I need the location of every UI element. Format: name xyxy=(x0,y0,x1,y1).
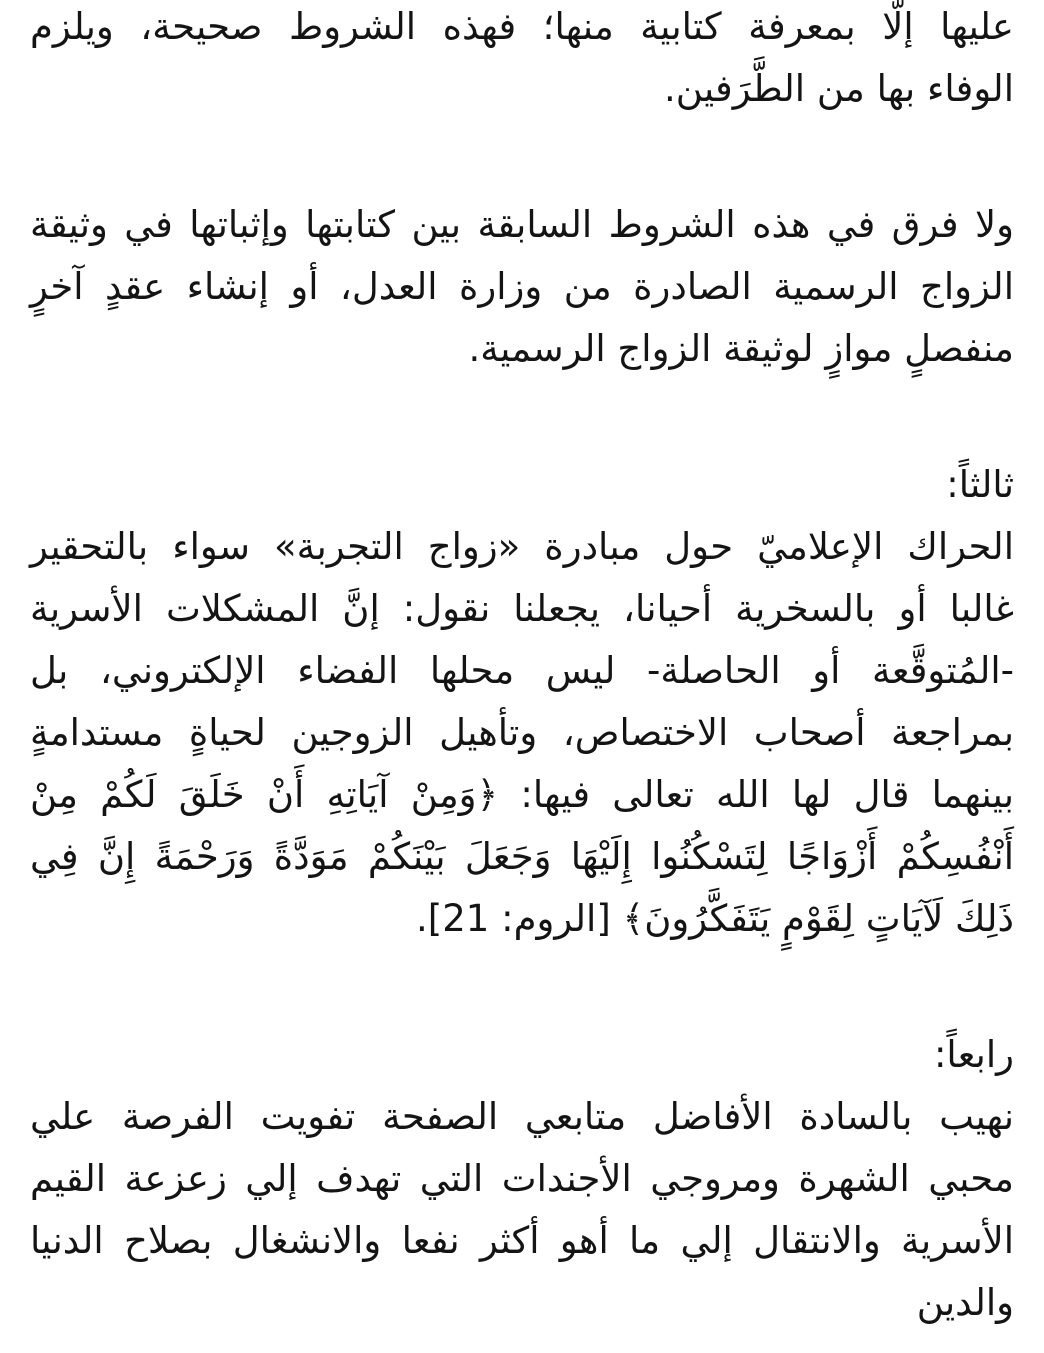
text-line: -المُتوقَّعة أو الحاصلة- ليس محلها الفضاء الإلكتروني، بل xyxy=(30,649,1014,692)
document-body xyxy=(30,0,1014,1334)
text-line: الحراك الإعلاميّ حول مبادرة «زواج التجربة» سواء بالتحقير xyxy=(30,525,1014,568)
text-line: نهيب بالسادة الأفاضل متابعي الصفحة تفويت الفرصة علي xyxy=(30,1095,1014,1138)
section-third xyxy=(30,454,1014,950)
paragraph-gap xyxy=(30,120,1014,182)
text-line: ولا فرق في هذه الشروط السابقة بين كتابتها وإثباتها في وثيقة xyxy=(30,203,1014,246)
paragraph-gap xyxy=(30,950,1014,1012)
text-line: محبي الشهرة ومروجي الأجندات التي تهدف إلي زعزعة القيم xyxy=(30,1157,1014,1200)
text-line: عليها إلّا بمعرفة كتابية منها؛ فهذه الشروط صحيحة، ويلزم xyxy=(30,5,1014,48)
section-heading: رابعاً: xyxy=(933,1033,1014,1076)
section-fourth xyxy=(30,1024,1014,1334)
quran-verse-line: أَنْفُسِكُمْ أَزْوَاجًا لِتَسْكُنُوا إِلَيْهَا وَجَعَلَ بَيْنَكُمْ مَوَدَّةً وَرَحْمَةً إِنَّ فِي xyxy=(30,835,1014,878)
text-line: الزواج الرسمية الصادرة من وزارة العدل، أو إنشاء عقدٍ آخرٍ xyxy=(30,265,1014,308)
paragraph-marriage-document xyxy=(30,194,1014,380)
quran-verse-line: بينهما قال لها الله تعالى فيها: ﴿وَمِنْ آيَاتِهِ أَنْ خَلَقَ لَكُمْ مِنْ xyxy=(30,773,1014,816)
text-line: منفصلٍ موازٍ لوثيقة الزواج الرسمية. xyxy=(468,327,1014,370)
text-line: والدين xyxy=(916,1281,1014,1324)
section-heading: ثالثاً: xyxy=(946,463,1014,506)
text-line: الوفاء بها من الطَّرَفين. xyxy=(663,67,1014,110)
text-line: غالبا أو بالسخرية أحيانا، يجعلنا نقول: إنَّ المشكلات الأسرية xyxy=(30,587,1014,630)
paragraph-gap xyxy=(30,380,1014,442)
text-line: بمراجعة أصحاب الاختصاص، وتأهيل الزوجين لحياةٍ مستدامةٍ xyxy=(30,711,1014,754)
quran-verse-line: ذَلِكَ لَآيَاتٍ لِقَوْمٍ يَتَفَكَّرُونَ﴾ [الروم: 21]. xyxy=(416,897,1014,940)
text-line: الأسرية والانتقال إلي ما أهو أكثر نفعا والانشغال بصلاح الدنيا xyxy=(30,1219,1014,1262)
paragraph-continued xyxy=(30,0,1014,120)
